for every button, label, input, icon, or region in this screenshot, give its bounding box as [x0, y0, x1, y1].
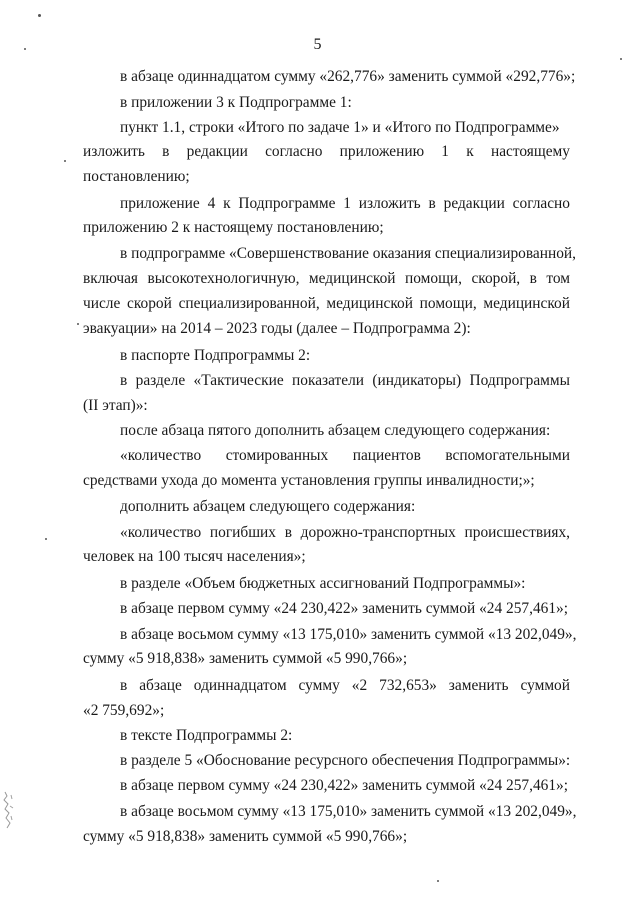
- text-line: эвакуации» на 2014 – 2023 годы (далее – Подпрограмма 2):: [83, 320, 471, 337]
- scan-speck: [437, 880, 439, 882]
- scan-edge-noise: [2, 790, 16, 830]
- text-line: в тексте Подпрограммы 2:: [120, 727, 293, 744]
- text-line: человек на 100 тысяч населения»;: [83, 548, 306, 565]
- text-line: «количество стомированных пациентов вспомогательными: [120, 447, 570, 464]
- text-line: в абзаце одиннадцатом сумму «262,776» заменить суммой «292,776»;: [120, 68, 576, 85]
- scan-speck: [38, 14, 41, 17]
- text-line: в абзаце восьмом сумму «13 175,010» заменить суммой «13 202,049»,: [120, 803, 577, 820]
- text-line: в разделе «Объем бюджетных ассигнований Подпрограммы»:: [120, 575, 526, 592]
- text-line: в абзаце одиннадцатом сумму «2 732,653» заменить суммой: [120, 677, 570, 694]
- scan-speck: [45, 538, 47, 540]
- text-line: изложить в редакции согласно приложению 1 к настоящему: [83, 143, 570, 160]
- text-line: в паспорте Подпрограммы 2:: [120, 347, 311, 364]
- scan-speck: [64, 160, 66, 162]
- scan-speck: [24, 48, 26, 50]
- scan-speck: [77, 323, 79, 325]
- text-line: в разделе 5 «Обоснование ресурсного обеспечения Подпрограммы»:: [120, 752, 571, 769]
- text-line: пункт 1.1, строки «Итого по задаче 1» и «Итого по Подпрограмме»: [120, 119, 560, 136]
- text-line: сумму «5 918,838» заменить суммой «5 990,766»;: [83, 650, 408, 667]
- text-line: в приложении 3 к Подпрограмме 1:: [120, 94, 352, 111]
- text-line: в подпрограмме «Совершенствование оказания специализированной,: [120, 245, 576, 262]
- text-line: в абзаце первом сумму «24 230,422» заменить суммой «24 257,461»;: [120, 777, 569, 794]
- text-line: средствами ухода до момента установления группы инвалидности;»;: [83, 472, 535, 489]
- page-number: 5: [313, 36, 322, 53]
- text-line: в абзаце первом сумму «24 230,422» заменить суммой «24 257,461»;: [120, 600, 569, 617]
- text-line: приложению 2 к настоящему постановлению;: [83, 219, 384, 236]
- text-line: сумму «5 918,838» заменить суммой «5 990,766»;: [83, 828, 408, 845]
- text-line: приложение 4 к Подпрограмме 1 изложить в редакции согласно: [120, 195, 570, 212]
- text-line: дополнить абзацем следующего содержания:: [120, 498, 416, 515]
- text-line: после абзаца пятого дополнить абзацем следующего содержания:: [120, 422, 551, 439]
- text-line: «2 759,692»;: [83, 702, 165, 719]
- text-line: числе скорой специализированной, медицинской помощи, медицинской: [83, 295, 570, 312]
- text-line: в разделе «Тактические показатели (индикаторы) Подпрограммы: [120, 372, 570, 389]
- text-line: «количество погибших в дорожно-транспортных происшествиях,: [120, 524, 570, 541]
- text-line: включая высокотехнологичную, медицинской помощи, скорой, в том: [83, 270, 570, 287]
- text-line: (II этап)»:: [83, 397, 148, 414]
- scan-speck: [620, 58, 622, 60]
- text-line: постановлению;: [83, 168, 190, 185]
- text-line: в абзаце восьмом сумму «13 175,010» заменить суммой «13 202,049»,: [120, 626, 577, 643]
